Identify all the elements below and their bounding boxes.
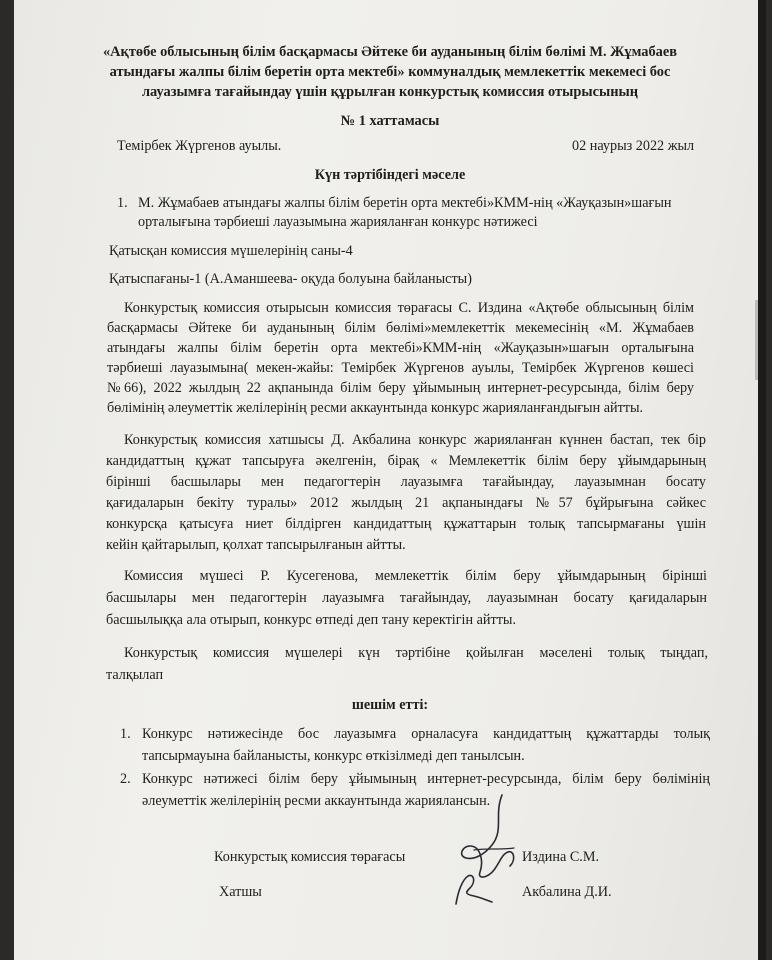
p4-line-2: талқылап	[106, 667, 164, 683]
p1-line-1: Конкурстық комиссия отырысын комиссия төрағасы С. Издина «Ақтөбе облысының білім	[124, 300, 694, 316]
p2-line-6: кейін қайтарылып, қолхат тапсырылғанын айтты.	[106, 537, 406, 553]
decision-1-line-2: тапсырмауына байланысты, конкурс өткізілмеді деп танылсын.	[142, 748, 525, 764]
place: Темірбек Жүргенов ауылы.	[117, 138, 282, 154]
absent-info: Қатыспағаны-1 (А.Аманшеева- оқуда болуына байланысты)	[109, 271, 472, 287]
members-count: Қатысқан комиссия мүшелерінің саны-4	[109, 243, 353, 259]
secretary-signature	[444, 870, 504, 910]
decision-1-number: 1.	[120, 726, 131, 742]
p3-line-3: басшылыққа ала отырып, конкурс өтпеді деп тану керектігін айтты.	[106, 612, 516, 628]
p2-line-1: Конкурстық комиссия хатшысы Д. Акбалина конкурс жарияланған күннен бастап, тек бір	[124, 432, 706, 448]
p2-line-3: бірінші басшылары мен педагогтерін лауазымға тағайындау, лауазымнан босату	[106, 474, 706, 490]
p1-line-4: тәрбиеші лауазымына( мекен-жайы: Темірбек Жүргенов ауылы, Темірбек Жүргенов көшесі	[107, 360, 694, 376]
p2-line-4: қағидаларын бекіту туралы» 2012 жылдың 21 ақпанындағы №57 бұйрығына сәйкес	[106, 495, 706, 511]
protocol-number: № 1 хаттамасы	[340, 113, 440, 129]
agenda-item-number: 1.	[117, 195, 128, 211]
agenda-title: Күн тәртібіндегі мәселе	[314, 167, 466, 183]
secretary-role: Хатшы	[219, 884, 262, 900]
p2-line-2: кандидаттың құжат тапсыруға әкелгенін, бірақ « Мемлекеттік білім беру ұйымдарының	[106, 453, 706, 469]
p4-line-1: Конкурстық комиссия мүшелері күн тәртібіне қойылған мәселені толық тыңдап,	[124, 645, 708, 661]
p1-line-3: атындағы жалпы білім беретін орта мектебі»КММ-нің «Жауқазын»шағын орталығына	[107, 340, 694, 356]
p1-line-5: №66), 2022 жылдың 22 ақпанында білім беру ұйымының интернет-ресурсында, білім беру	[107, 380, 694, 396]
decision-1-line-1: Конкурс нәтижесінде бос лауазымға орналасуға кандидаттың құжаттарды толық	[142, 726, 710, 742]
decision-title: шешім етті:	[351, 697, 429, 713]
chair-role: Конкурстық комиссия төрағасы	[214, 849, 406, 865]
decision-2-number: 2.	[120, 771, 131, 787]
p1-line-6: бөлімінің әлеуметтік желілерінің ресми аккаунтында конкурс жарияланғандығын айтты.	[107, 400, 644, 416]
p3-line-1: Комиссия мүшесі Р. Кусегенова, мемлекеттік білім беру ұйымдарының бірінші	[124, 568, 707, 584]
header-line-2: атындағы жалпы білім беретін орта мектебі» коммуналдық мемлекеттік мекемесі бос	[109, 64, 671, 80]
document-page	[14, 0, 766, 960]
decision-2-line-2: әлеуметтік желілерінің ресми аккаунтында жариялансын.	[142, 793, 491, 809]
decision-2-line-1: Конкурс нәтижесі білім беру ұйымының интернет-ресурсында, білім беру бөлімінің	[142, 771, 710, 787]
p3-line-2: басшылары мен педагогтерін лауазымға тағайындау, лауазымнан босату қағидаларын	[106, 590, 707, 606]
p2-line-5: конкурсқа қатысуға ниет білдірген кандидаттың құжаттарын толық тапсырмағаны үшін	[106, 516, 706, 532]
header-line-1: «Ақтөбе облысының білім басқармасы Әйтеке би ауданының білім бөлімі М. Жұмабаев	[102, 44, 678, 60]
header-line-3: лауазымға тағайындау үшін құрылған конкурстық комиссия отырысының	[141, 84, 639, 100]
chair-name: Издина С.М.	[522, 849, 600, 865]
date: 02 наурыз 2022 жыл	[572, 138, 695, 154]
page-edge-shadow	[758, 0, 766, 960]
secretary-name: Акбалина Д.И.	[522, 884, 612, 900]
agenda-item-line-1: М. Жұмабаев атындағы жалпы білім беретін орта мектебі»КММ-нің «Жауқазын»шағын	[138, 195, 672, 211]
agenda-item-line-2: орталығына тәрбиеші лауазымына жарияланған конкурс нәтижесі	[138, 214, 538, 230]
p1-line-2: басқармасы Әйтеке би ауданының білім бөлімі»мемлекеттік мекемесінің «М. Жұмабаев	[107, 320, 694, 336]
page-edge-highlight	[755, 300, 758, 380]
